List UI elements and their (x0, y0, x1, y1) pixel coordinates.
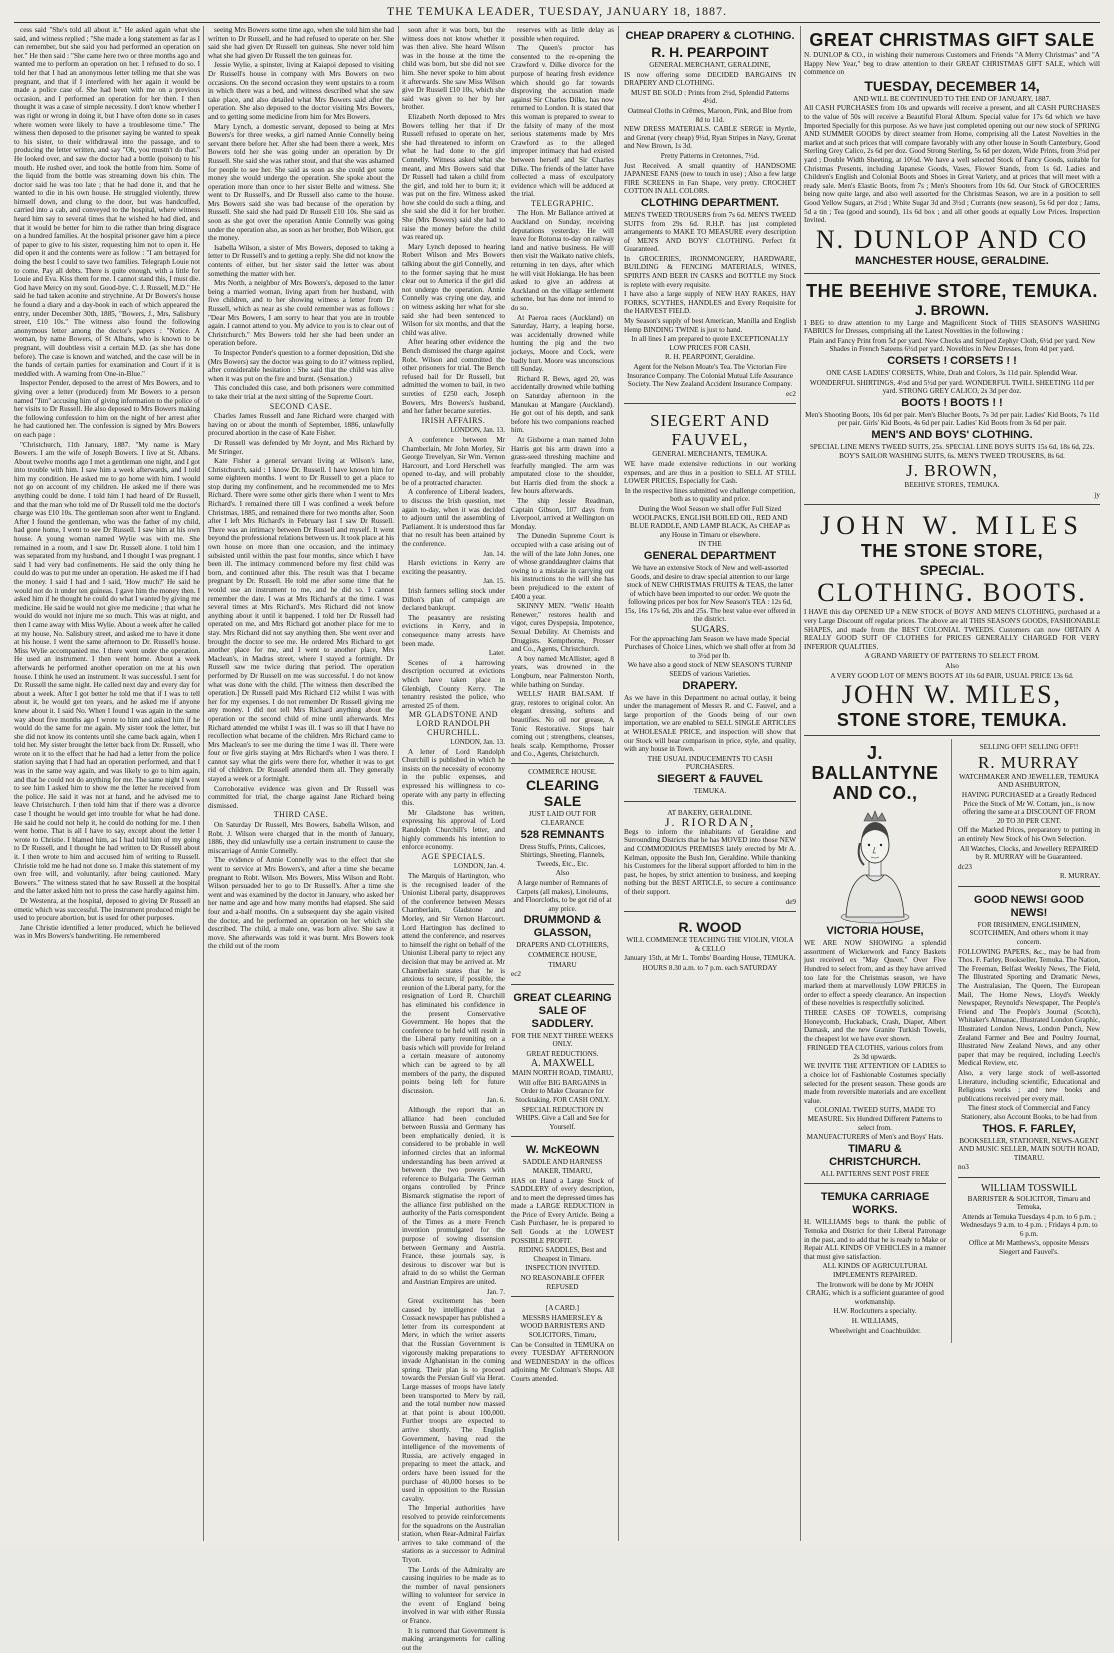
ad-text: During the Wool Season we shall offer Full Sized WOOLPACKS, ENGLISH BOILED OIL, RED AND BLUE RADDLE, AND LAMP BLACK, As CHEAP as any House in Timaru or elsewhere. (629, 504, 791, 539)
article-paragraph: Isabella Wilson, a sister of Mrs Bowers, deposed to taking a letter to Dr Russell's and to getting a reply. She did not know the contents of either, but her sister said the letter was about something the matter with her. (208, 243, 394, 278)
column-divider (203, 26, 204, 1541)
ad-carriage-works (804, 1187, 946, 1340)
ad-text: SELLING OFF! SELLING OFF!! (979, 743, 1079, 752)
ad-signature: JOHN W. MILES, (841, 680, 1063, 710)
ad-text: Just Received. A small quantity of HANDSOME JAPANESE FANS (new to touch in use) ; Also a few large FIRE SCREENS in Fan Shape, very pretty. CROCHET COTTON IN ALL COLORS. (624, 161, 796, 196)
ad-text: GENERAL MERCHANTS, TEMUKA. (652, 450, 768, 459)
ad-text: I have also a large supply of NEW HAY RAKES, HAY FORKS, SCYTHES, HANDLES and Every Requisite for the HARVEST FIELD. (624, 290, 796, 316)
column-4-advertisements (624, 26, 796, 1541)
ad-pearpoint (624, 26, 796, 404)
article-paragraph: Elizabeth North deposed to Mrs Bowers telling her that if Dr Russell refused to operate on her, she had threatened to inform on what he had done to the girl Connelly. Witness asked what she meant, and Mrs Bowers said that Dr Russell had taken a child from the girl, and told her to burn it; it was put on the fire. Witness asked how she could do such a thing, and she said she did it for her brother. She (Mrs Bowers) said she had to raise the money before the child was reared up. (402, 112, 505, 242)
ad-text: A large number of Remnants of Carpets (all makes), Linoleums, and Floorcloths, to be got rid of at any price. (513, 879, 612, 913)
column-2-court-report (208, 26, 394, 1541)
ad-text: COLONIAL TWEED SUITS, MADE TO MEASURE. Six Hundred Different Patterns to select from. (807, 1106, 943, 1132)
ad-name: J. BROWN. (915, 301, 989, 318)
article-paragraph: The Imperial authorities have resolved to provide reinforcements for the squadrons on the Australian station, when Rear-Admiral Fairfax arrives to take command of the stations as a successor to Admiral Tryon. (402, 1504, 505, 1564)
ad-text: MUST BE SOLD : Prints from 2½d, Splendid Patterns 4½d. (631, 88, 789, 106)
ad-text: WE have made extensive reductions in our working expenses, and are thus in a position to SELL AT STILL LOWER PRICES, Especially for Cash. (624, 459, 796, 486)
ad-name: R. H. PEARPOINT (651, 44, 769, 60)
ad-signature: J. BROWN, (906, 461, 998, 481)
ad-text: H. WILLIAMS begs to thank the public of Temuka and District for their Liberal Patronage in the past, and to add that he is ready to Make or Repair ALL KINDS OF VEHICLES in a manner that must give satisfaction. (804, 1218, 946, 1261)
ad-headline: TUESDAY, DECEMBER 14, (864, 77, 1040, 94)
article-paragraph: It is rumored that Government is making arrangements for calling out the (402, 1626, 505, 1652)
ad-text: January 15th, at Mr L. Tombs' Boarding House, TEMUKA. (624, 954, 796, 963)
ad-text: We have also a good stock of NEW SEASON'S TURNIP SEEDS of various Varieties. (627, 661, 793, 679)
ad-text: MEN'S TWEED TROUSERS from 7s 6d. MEN'S TWEED SUITS from 29s 6d. R.H.P. has just completed arrangements to MAKE TO MEASURE every description of MEN'S AND BOYS' CLOTHING. Perfect fit Guaranteed. (624, 210, 796, 254)
article-paragraph: Harsh evictions in Kerry are exciting the peasantry. (402, 559, 505, 576)
ad-headline: GENERAL DEPARTMENT (643, 549, 777, 562)
ad-text: FOR THE NEXT THREE WEEKS ONLY. (511, 1031, 614, 1049)
ad-headline: SUGARS. (691, 624, 729, 635)
ad-headline: CLOTHING DEPARTMENT. (641, 196, 779, 209)
ad-text: FRINGED TEA CLOTHS, various colors from 2s 3d upwards. (806, 1044, 944, 1061)
ad-text: The finest stock of Commercial and Fancy Stationery, also Account Books, to be had from (961, 1104, 1097, 1121)
ad-siegert-fauvel (624, 407, 796, 801)
ad-text: SPECIAL LINE MEN'S TWEED SUITS, 25s. SPECIAL LINE BOYS SUITS 15s 6d, 18s 6d, 22s. BOY'S SAILOR WASHING SUITS, 6s. MEN'S TWEED TROUSERS, 8s 6d. (809, 443, 1095, 460)
ad-text: Office at Mr Matthews's, opposite Messrs Siegert and Fauvel's. (968, 1239, 1090, 1257)
ad-code: ec2 (511, 970, 521, 979)
section-heading: TELEGRAPHIC. (531, 198, 594, 208)
ad-headline: GOOD NEWS! GOOD NEWS! (974, 893, 1084, 919)
ad-text: H.W. Roclcutters a specialty. (833, 1307, 917, 1316)
ad-text: A VERY GOOD LOT OF MEN'S BOOTS AT 10s 6d PAIR, USUAL PRICE 13s 6d. (830, 671, 1074, 680)
ad-text: BEEHIVE STORES, TEMUKA. (904, 481, 1000, 490)
ad-hamersley (511, 1300, 614, 1388)
dateline: Jan. 7. (486, 1287, 505, 1296)
article-paragraph: At Gisborne a man named John Harris got his arm drawn into a grass-seed threshing machine and fearfully mangled. The arm was amputated close to the shoulder, but Harris died from the shock a few hours afterwards. (511, 435, 614, 496)
article-paragraph: The Queen's proctor has consented to the re-opening the Crawford v. Dilke divorce for the purpose of hearing fresh evidence which should go far towards disproving the accusation made against Sir Charles Dilke, has now returned to London. It is stated that this woman is prepared to swear to the falsity of many of the most serious statements made by Mrs Crawford as to the alleged improper intimacy that had existed between herself and Sir Charles Dilke. The friends of the latter have collected a mass of exculpatory evidence which will be adduced at the trial. (511, 44, 614, 199)
ad-headline: BOOTS ! BOOTS ! ! (901, 396, 1003, 409)
article-paragraph: The Lords of the Admiralty are causing inquiries to be made as to the number of naval pensioners willing to volunteer for service in the event of England being involved in war with either Russia or France. (402, 1565, 505, 1626)
ad-text: In the respective lines submitted we challenge competition, both as to quality and price. (624, 486, 796, 504)
ad-text: Also (555, 869, 570, 878)
article-paragraph: The Marquis of Hartington, who is the recognised leader of the Unionist Liberal party, disapproves of the conference between Messrs Chamberlain, Gladstone and Morley, and Sir Vernon Harcourt. Lord Hartington has declined to attend the conference, and reserves to himself the right on behalf of the Unionist Liberal party to reject any decision that may be arrived at. Mr Chamberlain states that he is anxious to secure, if possible, the reunion of the Liberal party, for the resignation of Lord R. Churchill has eliminated his confidence in the present Conservative Government. He hopes that the conference to be held will result in the Liberal party reuniting on a basis which will provide for Ireland a certain measure of autonomy which can be agreed to by all members of the party, the disputed points being left for future discussion. (402, 872, 505, 1095)
ad-text: Also (945, 661, 959, 670)
article-paragraph: Charles James Russell and Jane Richard were charged with having on or about the month of September, 1886, unlawfully procured abortion in the case of Kate Fisher. (208, 412, 394, 438)
ad-text: My Season's supply of best American, Manilla and English Hemp BINDING TWINE is just to hand. (624, 317, 796, 334)
ad-text: MAIN NORTH ROAD, TIMARU, (511, 1069, 614, 1078)
ad-murray (958, 739, 1100, 887)
ad-name: J. RIORDAN, (664, 815, 756, 830)
article-paragraph: cess said "She's told all about it." He asked again what she said, and witness replied ; "She made a long statement as far as I can remember, but she said you had performed an operation on her." He then said : "She came here two or three months ago and wanted me to perform an operation on her. I refused to do so. I told her that I had an anonymous letter telling me that she was pregnant, and that if I interfered with her again it would be made a police case of. She had been with me on a previous occasion, and I performed an operation for her then. I then thought it was a case of simple necessity. I don't know whether I was right or wrong in doing it, but I have often done so in cases where women were likely to have a troublesome time." The witness then deposed to the prisoner saying he wanted to speak to his sister, to their withdrawal into the passage, and to producing the letter written, and say "Oh, you mustn't do that." He looked over, and saw the doctor had a bottle (poison) to his mouth. He rushed over, and took the bottle from him. Some of the liquid from the bottle was streaming down his chin. The doctor said he was too late ; that he had done it, and that he wanted to die in his own house. He struggled violently, threw himself down, and clung to the door, but was handcuffed, carried into a cab, and conveyed to the hospital, where witness heard him say to several times that he wished he had died, and that it would be better for him to die rather than bring disgrace on a hundred families. At the hospital prisoner gave him a piece of paper to give to his sister, requesting him not to open it. He did open it and the contents were as follow : "I am betrayed for doing the best I could to save two families. Telegraph Louie not to come. Pay all debts. There is quite enough, with a little for Louie and Eva. Kiss them for me. I cannot stand this, I must die. God have Mercy on my soul. Good-bye. C. J. Russell, M.D." He said he had taken aconite and strychnine. At Dr Bowers's house he found a diary and a day-book in each of which appeared the entry, under December 30th, 1885, "Bowers, J., Mrs, Salisbury street, £10 10s." The witness also found the following anonymous letter among the doctor's papers : "Notice. A woman, by name Bowers, of St Albans, who is known to be pregnant, will doubtless visit a certain M.D. (as she has done before). The case is known and watched, and the case will be in the hands of certain parties for examination and Court if it is meddled with. A warning from One-in-Blue." (14, 26, 200, 378)
ad-headline: THE BEEHIVE STORE, TEMUKA. (806, 280, 1098, 301)
article-paragraph: This concluded this case, and both prisoners were committed to take their trial at the next sitting of the Supreme Court. (208, 384, 394, 401)
ad-text: NEW DRESS MATERIALS. CABLE SERGE in Myrtle, and Grenat (very cheap) 9½d, Ryan Stripes in Navy, Grenat and New Brown, 1s 3d. (624, 125, 796, 151)
ad-text: INSPECTION INVITED. (525, 1264, 600, 1273)
article-paragraph: To Inspector Pender's question to a former deposition, Did she (Mrs Bowers) say the doctor was going to do it? witness replied, after considerable hesitation : She said that the child was alive when it was put on the fire and burnt. (Sensation.) (208, 348, 394, 383)
section-heading: AGE SPECIALS. (421, 851, 486, 861)
dateline: LONDON, Jan. 4. (453, 862, 505, 871)
article-paragraph: Irish farmers selling stock under Dillon's plan of campaign are declared bankrupt. (402, 587, 505, 613)
ad-text: GREAT REDUCTIONS. (526, 1049, 599, 1058)
ad-text: Men's Shooting Boots, 10s 6d per pair. Men's Blucher Boots, 7s 3d per pair. Ladies' Kid Boots, 7s 11d per pair. Girls' Kid Boots, 4s 6d per pair. Ladies' Kid Boots from 3s 6d per pair. (805, 410, 1099, 428)
ad-text: SADDLE AND HARNESS MAKER, TIMARU, (522, 1158, 603, 1175)
article-paragraph: seeing Mrs Bowers some time ago, when she told him she had written to Dr Russell, and he had refused to operate on her. She said she had given Dr Russell ten guineas. She never told him what she had given Dr Russell the ten guineas for. (208, 26, 394, 60)
column-5-advertisements (804, 26, 1100, 1541)
article-paragraph: Dr Westenra, at the hospital, deposed to giving Dr Russell an emetic which was successful. The instrument produced might be used to procure abortion, but is used for other purposes. (14, 896, 200, 923)
section-heading: IRISH AFFAIRS. (421, 415, 486, 425)
ad-headline: THE STONE STORE, (860, 541, 1044, 562)
ad-code: no3 (958, 1163, 969, 1172)
ad-text: WE ARE NOW SHOWING a splendid assortment of Wickerwork and Fancy Baskets just received ex "May Queen." Over Five Hundred to select from, and as they have arrived too late for the Christmas season, we have marked them at marvellously LOW PRICES in order to effect a speedy clearance. An inspection of these novelties is respectfully solicited. (804, 939, 946, 1008)
ad-text: AND WILL BE CONTINUED TO THE END OF JANUARY, 1887. (853, 94, 1051, 103)
ad-headline: CHEAP DRAPERY & CLOTHING. (625, 30, 795, 42)
ad-text: Wheelwright and Coachbuilder. (829, 1326, 921, 1335)
article-paragraph: Mary Lynch deposed to hearing Robert Wilson and Mrs Bowers talking about the girl Connelly, and to the former saying that he must clear out to America if the girl did not undergo the operation. Annie Connelly was crying one day, and on witness asking her what for she said she had been sentenced to Wilson for six months, and that the child was alive. (402, 242, 505, 337)
ad-text: WE INVITE THE ATTENTION OF LADIES to a choice lot of Fashionable Costumes specially selected for the present season. These goods are made from reversible materials and are excellent value. (804, 1062, 946, 1105)
article-paragraph: Corroborative evidence was given and Dr Russell was committed for trial, the charge against Jane Richard being dismissed. (208, 784, 394, 810)
ad-name: WILLIAM TOSSWILL (980, 1182, 1077, 1194)
ad-text: THREE CASES OF TOWELS, comprising Honeycomb, Huckaback, Crash, Diaper, Albert Damask, and the new Granite Turkish Towels, the cheapest lot we have ever shown. (804, 1008, 946, 1043)
column-divider (398, 26, 399, 1541)
ad-text: BARRISTER & SOLICITOR, Timaru and Temuka, (967, 1194, 1091, 1212)
column-3-split (402, 26, 614, 1653)
ad-text: GENERAL MERCHANT, GERALDINE, (649, 61, 771, 69)
ad-name: J. BALLANTYNE AND CO., (811, 743, 939, 804)
ad-text: TEMUKA. (693, 786, 727, 795)
ad-beehive-store (804, 277, 1100, 506)
article-paragraph: Mary Lynch, a domestic servant, deposed to being at Mrs Bowers's for three weeks, a girl named Annie Connelly being servant there before her. After she had been there a week, Mrs Bowers told her she was going under an operation by Dr Russell. She said she was rather stout, and that she was ashamed for people to see her. She said as soon as she could get some money she would undergo the operation. She spoke about the operation more than once to her sister Belle and witness. She went to Dr Russell's, and Dr Russell also came to the house. Mrs Bowers said she was bad because of the operation by Russell. She said she had paid Dr Russell £10 10s. She said as soon as she got over the operation Annie Connelly was going under the operation also, as soon as her brother, Bob Wilson, got the money. (208, 122, 394, 243)
ad-headline: CORSETS ! CORSETS ! ! (887, 355, 1017, 368)
ad-headline: CLEARING SALE (525, 777, 600, 810)
news-subcolumn-right (511, 26, 614, 1653)
ad-text: We have an extensive Stock of New and well-assorted Goods, and desire to draw special attention to our large stock of NEW CHRISTMAS FRUITS & TEAS, the latter of which have been imported to our order. We quote the following prices per box for New Season's TEA : 12s 6d, 15s, 16s 17s 6d, 20s and 25s. The best value ever offered in the district. (624, 563, 796, 624)
article-paragraph: A boy named McAllister, aged 8 years, was drowned in the Longburn, near Palmerston North, while bathing on Sunday. (511, 654, 614, 689)
section-heading: SECOND CASE. (269, 401, 333, 411)
ad-text: ALL PATTERNS SENT POST FREE (820, 1169, 930, 1178)
ad-text: For the approaching Jam Season we have made Special Purchases of Choice Lines, which we shall offer at from 3d to 3½d per lb. (624, 634, 796, 660)
ad-text: WONDERFUL SHIRTINGS, 4½d and 5½d per yard. WONDERFUL TWILL SHEETING 11d per yard. STRONG GREY CALICO, 2s 3d per doz. (809, 378, 1095, 396)
ad-text: FOR IRISHMEN, ENGLISHMEN, SCOTCHMEN, And others whom it may concern. (969, 920, 1089, 947)
ad-text: MANCHESTER HOUSE, GERALDINE. (855, 254, 1049, 267)
ad-text: RIDING SADDLES, Best and Cheapest in Timaru. (518, 1246, 607, 1263)
ad-headline: MEN'S AND BOYS' CLOTHING. (871, 429, 1033, 442)
ad-name: A. MAXWELL (530, 1057, 595, 1069)
ad-text: All CASH PURCHASES from 10s and upwards will receive a present, and all CASH PURCHASES to the value of 50s will receive a Beautiful Floral Album. Special value for 17s 6d which we have Imported Specially for this purpose. As we have just completed opening out our new stock of SPRING AND SUMMER GOODS by direct steamer from Home, comprising all the Latest Novelties in the market and at such prices that will compare favorably with any other house in South Canterbury, Good Sterling Grey Calico, 2s 6d per doz. Good Strong Sterling, 5s 6d per dozen, Wide Prints, from 3½d per yard ; Double Width Sheeting, at 10½d. We have a well selected Stock of Fancy Goods, suitable for Christmas Presents, including Japanese Goods, Vases, Flower Stands, from 1s 6d. Ladies and Children's English and Colonial Boots and Shoes in Great Variety, and at prices that will meet with a ready sale. Men's Elastic Boots, from 7s ; Men's Shooters from 10s 6d. Our Stock of GROCERIES being now quite large, and also well assorted for the Christmas Season, we are in a position to sell Good Yellow Sugars, at 2½d ; White Sugar 3d and 3½d ; Currants (new season), 5s 6d per doz ; Jams, 5d a tin ; Tea (good and sound), 11s 6d box ; and all other goods at equally Low Prices. Inspection Invited. (804, 104, 1100, 225)
ad-text: TIMARU (548, 960, 577, 969)
ad-text: I BEG to draw attention to my Large and Magnificent Stock of THIS SEASON'S WASHING FABRICS for Dresses, comprising all the Latest Novelties in the following : (804, 318, 1100, 336)
ad-text: HAS on Hand a Large Stock of SADDLERY of every description, and to meet the depressed times has made a LARGE REDUCTION in the Price of Every Article. Being a Cash Purchaser, he is prepared to Sell Goods at the LOWEST POSSIBLE PROFIT. (511, 1176, 614, 1245)
ad-text: Begs to inform the inhabitants of Geraldine and Surrounding Districts that he has MOVED into those NEW and COMMODIOUS PREMISES lately erected by Mr A. Kelman, opposite the Bush Inn, Geraldine. While thanking his Customers for the liberal support afforded to him in the past, he hopes, by strict attention to business, and keeping nothing but the BEST ARTICLE, to secure a continuance of their support. (624, 827, 796, 896)
article-paragraph: A conference of Liberal leaders, to discuss the Irish question, met again to-day, when it was decided to adjourn until the assembling of Parliament. It is understood thus far that no result has been attained by the conference. (402, 488, 506, 549)
column-divider (800, 26, 801, 1541)
article-paragraph: Mrs North, a neighbor of Mrs Bowers's, deposed to the latter being a married woman, living apart from her husband, with five children, and to her showing witness a letter from Dr Russell, which as near as she could remember was as follows : "Dear Mrs Bowers, I am sorry to hear that you are in trouble again. I cannot attend to you. My advice to you is to clear out of Christchurch." Mrs Bowers told her she had been under an operation before. (208, 279, 394, 348)
ad-text: All Watches, Clocks, and Jewellery REPAIRED by R. MURRAY will be Guaranteed. (959, 844, 1099, 862)
column-1-court-report (14, 26, 200, 1541)
article-paragraph: "Christchurch, 11th January, 1887. "My name is Mary Bowers. I am the wife of Joseph Bowers. I live at St. Albans. About twelve months ago I met a gentleman one night, and I got into trouble with him. I saw him a week afterwards, and I told him my condition. He asked me to go home with him. I would not go on account of my children. He asked me if there was anything could be done. I told him I had heard of Dr Russell, and that the man who told me of Dr Russell told me the doctor's charge was £10 10s. The gentleman soon after went to England. After I found the gentleman, who was the father of my child, had gone home, I went to see Dr Russell. I saw him at his own house. A young woman named Wylie was with me. She remained in a room, and I saw Dr. Russell alone. I told him I was separated from my husband, and I thought I was pregnant. I said I had very bad confinements. He said the only thing he could do was to put me under an operation. He asked me if I had the money. I said I had and I said, 'How much?' He said he would not do it under ten guineas. I gave him the money then. I asked him if he thought he could do what I wanted by giving me medicine. He said he would not give me medicine ; that what he would do would not injure me so much. This was at night, and then I came away with Miss Wylie. About a week after he called at my house, No. Salisbury street, and asked me to have it done at his house. I went the same afternoon to Dr. Russell's house. Miss Wylie accompanied me. I there went under the operation. He used an instrument. I then went home. About a week afterwards he performed another operation on me at his own house. I think he used an instrument. It was successful. I sent for Dr. Russell the same night. He called next day and every day for about a week. After I got better he told me that if I was to tell about it, he would get ten years, and he asked me if anyone knew about it. I said No. When I found I was again in the same way about five months ago I wrote to him and asked him if he would do the same for me again. My sister took the letter, but she did not know its contents until she came back again, when I told her. My sister brought the letter back from Dr. Russell, who wrote on it to the effect that he had had a letter from the police station saying that I had had an operation performed, and that I was in the same way again, and was likely to go to him again, and that he could not do anything for me. The same night I went to see him I asked him to show me the letter he received from the police. He said it was not at hand, and he advised me to leave Christchurch. I then told him that if there was a divorce case I thought he would get into trouble for what he had done. He said he could not help it, he could do nothing for me. I then went home. That is all I have to say, except about the letter I wrote to Christie. I blamed him, as I had told him of my going to Dr Russell, and I thought he had written to Dr Russell about it. I then wrote to him and accused him of writing to Russell. Christie told me he had not done so. I make this statement of my own free will, and voluntarily, after being cautioned. Mary Bowers." The witness stated that he saw Russell at the hospital and the latter asked him not to press the case hardly against him. (14, 440, 200, 896)
ad-name: R. MURRAY (978, 752, 1080, 772)
ad-text: BOOKSELLER, STATIONER, NEWS-AGENT AND MUSIC SELLER, MAIN SOUTH ROAD, TIMARU. (958, 1136, 1100, 1162)
ad-text: COMMERCE HOUSE. (528, 767, 597, 776)
section-heading: MR GLADSTONE AND LORD RANDOLPH CHURCHILL. (408, 710, 499, 737)
ad-headline: TEMUKA CARRIAGE WORKS. (820, 1191, 930, 1217)
ad-headline: GREAT CHRISTMAS GIFT SALE (809, 30, 1095, 50)
ad-headline: W. McKEOWN (525, 1144, 600, 1157)
ad-tosswill (958, 1181, 1100, 1262)
ad-text: Pretty Patterns in Cretonnes, 7½d. (660, 151, 760, 160)
article-paragraph: A letter of Lord Randolph Churchill is published in which he insists on the necessity of economy in the public expenses, and expressed his willingness to co-operate with any party in effecting this. (402, 747, 505, 808)
ad-text: COMMERCE HOUSE, (528, 951, 597, 959)
ad-text: N. DUNLOP & CO., in wishing their numerous Customers and Friends "A Merry Christmas" and "A Happy New Year," beg to draw attention to their GREAT CHRISTMAS GIFT SALE, which will commence on (804, 51, 1100, 77)
ad-ballantyne (804, 739, 946, 1184)
ad-text: AT BAKERY, GERALDINE. (667, 808, 753, 817)
column-5-split (804, 739, 1100, 1343)
article-paragraph: Jane Christie identified a letter produced, which he believed was in Mrs Bowers's handwriting. He remembered (14, 923, 200, 941)
article-paragraph: The evidence of Annie Connelly was to the effect that she went to service at Mrs Bowers's, and after a time she became pregnant to Robt. Wilson. Mrs Bowers, Miss Wilson and Robt. Wilson persuaded her to go to Dr Russell's. After a time she went and was examined by the doctor in January, who asked her her name and age and how many months had elapsed. She said four and a-half months. On a subsequent day she again visited the doctor, and he performed an operation on her which she described. The child, a male one, was born alive. She saw it move. She afterwards was told it was burnt. Mrs Bowers took the child out of the room (208, 856, 394, 951)
ballantyne-subcolumn (804, 739, 952, 1343)
ad-headline: VICTORIA HOUSE, (826, 925, 924, 938)
ad-text: SPECIAL REDUCTION IN WHIPS. Give a Call and See for Yourself. (515, 1105, 610, 1131)
ad-signature: R. MURRAY. (1059, 872, 1100, 881)
article-paragraph: WELLS' HAIR BALSAM. If gray, restores to original color. An elegant dressing, softens and beautifies. No oil nor grease, A Tonic Restorative. Stops hair coming out ; strengthens, cleanses, heals scalp. Kempthorne, Prosser and Co., Agents, Christchurch. (511, 690, 614, 759)
article-paragraph: The Dunedin Supreme Court is occupied with a case arising out of the will of the late John Jones, one of whose granddaughter claims that owing to a mistake in carrying out his instructions to the will she has been prejudiced to the extent of £400 a year. (511, 532, 614, 601)
ad-text: Can be Consulted in TEMUKA on every TUESDAY AFTERNOON and WEDNESDAY in the offices adjoining Mr Coltman's Shops. All Courts attended. (511, 1340, 614, 1383)
ad-text: HOURS 8.30 a.m. to 7 p.m. each SATURDAY (642, 963, 778, 972)
ad-name: JOHN W. MILES (820, 511, 1084, 541)
article-paragraph: Kate Fisher a general servant living at Wilson's lane, Christchurch, said : I know Dr. Russell. I have known him for some eighteen months. I went to Dr Russell to get a place to stop during my confinement, and he recommended me to Mrs Richard. There were some other girls there when I went to Mrs Richard's. I remained there till I was confined a week before Christmas, 1885, and remained there for two months after. Soon after I left Mrs Richard's in February last I saw Dr Russell. There was an intimacy between Dr Russell and myself. It went beyond the professional relations between us. It took place at his own house on more than one occasion, and the intimacy subsisted until within the past four months, since which I have been ill. The intimacy commenced before my first child was born, and continued after this. The result was that I became pregnant by Dr. Russell. He told me after some time that he would use an instrument to me, and he did so. I cannot remember the date. I was at Mrs Richard's at the time. I was several times at Mrs Richard's. Mrs Richard did not know anything about it until it happened. I told her Dr Russell had operated on me, and Mrs Richard got another place for me to stay. Mrs Richard did not say anything then. She went over and brought the doctor to see me. He ordered Mrs Richard to get another place for me, and I went to another place, Mrs Maclean's, in Madras street, where I stayed a fortnight. Dr Russell saw me twice during that period. The operation performed by Dr Russell on me was successful. I do not know what was done with the child. [The witness then described the operation.] Dr Russell paid Mrs Richard £12 whilst I was with her for my expenses. I do not remember Dr Russell giving me any money. I did not tell Mrs Richard anything about the operation or the second child of mine until afterwards. Mrs Richard attended me whilst I was ill. I was so ill that I have no recollection what became of the children. Mrs Richard came to Mrs Maclean's to see me during the time I was ill. There were four or five girls staying at Mrs Richard's when I was there. I cannot say what the girls were there for, whether it was to get rid of children. Dr Russell attended them all. They generally stayed a week or a fortnight. (208, 457, 394, 784)
ad-headline: DRAPERY. (682, 679, 738, 692)
ad-headline: DRUMMOND & GLASSON, (523, 914, 602, 940)
section-heading: THIRD CASE. (273, 810, 329, 820)
article-paragraph: The ship Jessie Readman, Captain Gibson, 107 days from Liverpool, arrived at Wellington on Monday. (511, 497, 614, 531)
ad-text: HAVING PURCHASED at a Greatly Reduced Price the Stock of Mr W. Cottam, jun., is now offering the same at a DISCOUNT OF FROM 20 TO 30 PER CENT. (961, 790, 1097, 825)
ad-text: Agent for the Nelson Moate's Tea. The Victorian Fire Insurance Company. The Colonial Mutual Life Assurance Society. The New Zealand Accident Insurance Company. (626, 363, 794, 389)
ad-text: NO REASONABLE OFFER REFUSED (520, 1274, 605, 1291)
ad-text: Oatmeal Cloths in Crêmes, Maroon, Pink, and Blue from 8d to 11d. (627, 106, 793, 124)
article-paragraph: Richard R. Bews, aged 20, was accidentally drowned while bathing on Saturday afternoon in the Manukau at Mangare (Auckland). He got out of his depth, and sank before his two companions reached him. (511, 374, 614, 435)
ad-text: IS now offering some DECIDED BARGAINS IN DRAPERY AND CLOTHING. (624, 70, 796, 88)
ad-text: JUST LAID OUT FOR CLEARANCE (528, 810, 597, 828)
ad-text: IN THE (698, 540, 722, 549)
article-paragraph: On Saturday Dr Russell, Mrs Bowers, Isabella Wilson, and Robt. J. Wilson were charged that in the month of January, 1886, they did unlawfully use a certain instrument to cause the miscarriage of Annie Connelly. (208, 821, 394, 855)
ad-text: In GROCERIES, IRONMONGERY, HARDWARE, BUILDING & FENCING MATERIALS, WINES, SPIRITS AND BEER IN CASKS and BOTTLE my Stock is replete with every requisite. (624, 254, 796, 289)
ad-text: A GRAND VARIETY OF PATTERNS TO SELECT FROM. (864, 652, 1040, 661)
article-paragraph: The peasantry are resisting evictions in Kerry, and in consequence many arrests have been made. (402, 613, 505, 648)
queen-victoria-portrait-icon (838, 805, 912, 923)
ad-text: The Ironwork will be done by Mr JOHN CRAIG, which is a sufficient guarantee of good workmanship. (806, 1280, 944, 1306)
ad-text: I HAVE this day OPENED UP a NEW STOCK of BOYS' AND MEN'S CLOTHING, purchased at a very Large Discount off regular prices. The above are all THIS SEASON'S GOODS, FASHIONABLE SHAPES, and made from the BEST COLONIAL TWEEDS. Customers can now OBTAIN A REALLY GOOD SUIT OF CLOTHES for PRICES GENERALLY CHARGED FOR VERY INFERIOR QUALITIES. (804, 608, 1100, 651)
ad-mckeown (511, 1140, 614, 1297)
masthead: THE TEMUKA LEADER, TUESDAY, JANUARY 18, 1887. (386, 4, 728, 18)
article-paragraph: At Paeroa races (Auckland) on Saturday, Harry, a leaping horse, was accidentally drowned while hunting the pig and the two jockeys, Moore and Cock, were badly hurt. Moore was unconscious till Sunday. (511, 313, 614, 374)
ad-text: DRAPERS AND CLOTHIERS, (516, 941, 609, 950)
ad-text: THE USUAL INDUCEMENTS TO CASH PURCHASERS. (647, 754, 773, 772)
article-paragraph: soon after it was born, but the witness does not know whether it was then alive. She heard Wilson was in the house at the time the child was born, but she did not see him. She never spoke to him about it afterwards. She saw Miss Wilson give Dr Russell £10 10s, which she said was given to her by her brother. (402, 26, 505, 112)
ad-text: As we have in this Department no actual outlay, it being under the management of Messrs R. and C. Fauvel, and a large proportion of the Goods being of our own importation, we are enabled to SELL SINGLE ARTICLES at WHOLESALE PRICE, and inspection will show that our Stock will bear comparison in price, style, and quality, with any house in Town. (624, 693, 796, 754)
ad-saddlery (511, 988, 614, 1138)
ad-john-miles (804, 508, 1100, 736)
masthead-rule (14, 22, 1100, 23)
ad-text: WATCHMAKER AND JEWELLER, TEMUKA AND ASHBURTON, (958, 772, 1099, 790)
ad-headline: 528 REMNANTS (520, 828, 605, 841)
dateline: Jan. 6. (486, 1096, 505, 1105)
ad-headline: TIMARU & CHRISTCHURCH. (829, 1142, 921, 1168)
ad-commerce-house (511, 763, 614, 985)
column-3-news (402, 26, 614, 1652)
ad-code: ec2 (786, 389, 796, 398)
ad-text: MANUFACTURERS of Men's and Boys' Hats. (806, 1133, 944, 1142)
dateline: Jan. 15. (483, 577, 505, 586)
ad-text: Dress Stuffs, Prints, Calicoes, Shirtings, Sheeting, Flannels, Tweeds, Etc., Etc. (519, 842, 606, 868)
ad-code: jy (1094, 490, 1100, 499)
ad-signature: THOS. F. FARLEY, (982, 1122, 1076, 1135)
article-paragraph: reserves with as little delay as possible when required. (511, 26, 614, 43)
dateline: LONDON, Jan. 13. (450, 426, 505, 435)
article-paragraph: The Hon. Mr Ballance arrived at Auckland on Sunday, receiving deputations yesterday. He will leave for Rotorua to-day on railway land and native business. He will then visit the Waikato native chiefs, returning in ten days, after which he will visit Hokianga. He has been asked to give an address at Auckland on the village settlement scheme, but has done not intend to do so. (511, 209, 614, 312)
ad-text: ONE CASE LADIES' CORSETS, White, Drab and Colors, 3s 11d pair. Splendid Wear. (826, 369, 1078, 378)
ad-text: Plain and Fancy Print from 5d per yard. New Checks and Striped Zephyr Cloth, 6½d per yard. New Shades in French Sateens 6½d per yard. Novelties in New Dresses, from 4d per yard. (808, 336, 1096, 354)
ad-headline: SPECIAL. (919, 562, 985, 579)
ad-dunlop (804, 26, 1100, 274)
article-paragraph: Mr Gladstone has written, expressing his approval of Lord Randolph Churchill's letter, and highly commends his intention to enforce economy. (402, 808, 505, 852)
ad-text: ALL KINDS OF AGRICULTURAL IMPLEMENTS REPAIRED. (822, 1262, 928, 1279)
ad-text: MESSRS HAMERSLEY & WOOD BARRISTERS AND SOLICITORS, Timaru, (520, 1313, 605, 1339)
ad-text: [A CARD.] (545, 1304, 580, 1313)
ad-text: WILL COMMENCE TEACHING THE VIOLIN, VIOLA & CELLO (626, 936, 794, 953)
article-paragraph: Dr Russell was defended by Mr Joynt, and Mrs Richard by Mr Stringer. (208, 438, 394, 456)
ad-code: dc23 (958, 862, 972, 871)
ad-text: In all lines I am prepared to quote EXCEPTIONALLY LOW PRICES FOR CASH. (631, 335, 789, 352)
article-paragraph: A conference between Mr Chamberlain, Mr John Morley, Sir George Trevelyan, Sir Wm. Vernon Harcourt, and Lord Herschell was opened to-day, and will probably be of a protracted character. (402, 435, 505, 487)
dateline: Jan. 14. (483, 549, 505, 558)
murray-subcolumn (958, 739, 1100, 1343)
article-paragraph: After hearing other evidence the Bench dismissed the charge against Robt. Wilson and committed the other prisoners for trial. The Bench refused bail for Dr Russell, but admitted the women to bail, in two sureties of £250 each, Joseph Bowers, Mrs Bowers's husband, and her father became sureties. (402, 338, 505, 416)
ad-text: Off the Marked Prices, preparatory to putting in an entirely New Stock of his Own Selection. (958, 826, 1100, 843)
dateline: LONDON, Jan. 13. (450, 738, 505, 747)
ad-text: Attends at Temuka Tuesdays 4 p.m. to 6 p.m. ; Wednesdays 9 a.m. to 4 p.m. ; Fridays 4 p.m. to 6 p.m. (960, 1212, 1098, 1238)
ad-text: R. H. PEARPOINT, Geraldine. (665, 353, 755, 362)
ad-name: R. WOOD (678, 919, 742, 936)
article-paragraph: Scenes of a harrowing description occurred at evictions which have taken place in Glenbigh, County Kerry. The tenantry resisted the police, who arrested 25 of them. (402, 658, 505, 710)
ad-text: H. WILLIAMS, (851, 1316, 899, 1325)
article-paragraph: Inspector Pender, deposed to the arrest of Mrs Bowers, and to giving over a letter (produced) from Mr Bowers to a person named "Jim" accusing him of giving information to the police of her visits to Dr Russell. He also deposed to Mrs Bowers making the following confession to him on the night of her arrest after he had cautioned her. The confession is signed by Mrs Bowers on each page : (14, 379, 200, 439)
ad-riordan (624, 805, 796, 913)
article-paragraph: Jessie Wylie, a spinster, living at Kaiapoi deposed to visiting Dr Russell's house in company with Mrs Bowers on two occasions. On the second occasion they went upstairs to a room in which there was a bed, and witness described what she saw take place, and also detailed what Mrs Bowers said after the operation. She also deposed to the doctor visiting Mrs Bowers, and to getting some medicine from him for Mrs Bowers. (208, 61, 394, 121)
news-subcolumn-left (402, 26, 505, 1653)
ad-farley (958, 890, 1100, 1178)
column-divider (618, 26, 619, 1541)
ad-code: de9 (785, 897, 796, 906)
ad-signature: STONE STORE, TEMUKA. (836, 710, 1068, 731)
ad-text: FOLLOWING PAPERS, &c., may be had from Thos. F. Farley, Bookseller, Temuka. The Nation, The Freeman, Belfast Weekly News, The Field, The Illustrated Sporting and Dramatic News, The Australasian, The Queen, The European Mail, The Home News, Lloyd's Weekly Newspaper, Reynold's Newspaper, The People's Friend and The People's Journal (Scotch), Whitaker's Almanac, Illustrated London Graphic, Illustrated London News, London Punch, New Zealand Farmer and Bee and Poultry Journal, Illustrated New Zealand News, and any other paper that may be required, including Leech's Medical Review, etc. (958, 947, 1100, 1068)
ad-text: Will offer BIG BARGAINS in Order to Make Clearance for Stocktaking. FOR CASH ONLY. (515, 1078, 610, 1104)
ad-wood (624, 915, 796, 977)
article-paragraph: Great excitement has been caused by intelligence that a Cossack newspaper has published a letter from its correspondent at Merv, in which the writer asserts that the Russian Government is vigorously making preparations to invade Afghanistan in the coming spring. Their plan is to proceed towards the Persian Gulf via Herat. Large masses of troops have lately been transported to Merv by rail, and the total number now massed at that point is about 100,000. Further troops are expected to arrive shortly. The English Government, having read the intelligence of the movements of Russia, are actively engaged in preparing to meet the attack, and orders have been issued for the purchase of 40,000 horses to be used in opposition to the Russian cavalry. (402, 1297, 505, 1503)
ad-name: N. DUNLOP AND CO (815, 224, 1089, 254)
ad-signature: SIEGERT & FAUVEL (657, 772, 763, 785)
ad-headline: GREAT CLEARING SALE OF SADDLERY. (513, 991, 612, 1030)
ad-text: Also, a very large stock of well-assorted Literature, including scientific, Educational and Religious works ; and new books and publications received per every mail. (958, 1068, 1100, 1103)
article-paragraph: Although the report that an alliance had been concluded between Russia and Germany has been emphatically denied, it is considered to be probable in well informed circles that an informal understanding has been arrived at between the two powers with reference to Bulgaria. The German organs controlled by Prince Bismarck stigmatise the report of the alliance first published on the authority of the Paris correspondent of the Times as a mere French invention promulgated for the purpose of sowing dissension between Germany and Austria. France, these journals say, is desirous to discover war but is afraid to do so whilst the German and Austrian Empires are united. (402, 1106, 505, 1286)
ad-headline: CLOTHING. BOOTS. (817, 578, 1087, 608)
dateline: Later. (488, 649, 505, 658)
ad-headline: SIEGERT AND FAUVEL, (650, 411, 770, 450)
article-paragraph: SKINNY MEN. "Wells' Health Renewer," restores health and vigor, cures Dyspepsia, Impotence, Sexual Debility. At Chemists and Druggists. Kempthorne, Prosser and Co., Agents, Christchurch. (511, 602, 614, 654)
